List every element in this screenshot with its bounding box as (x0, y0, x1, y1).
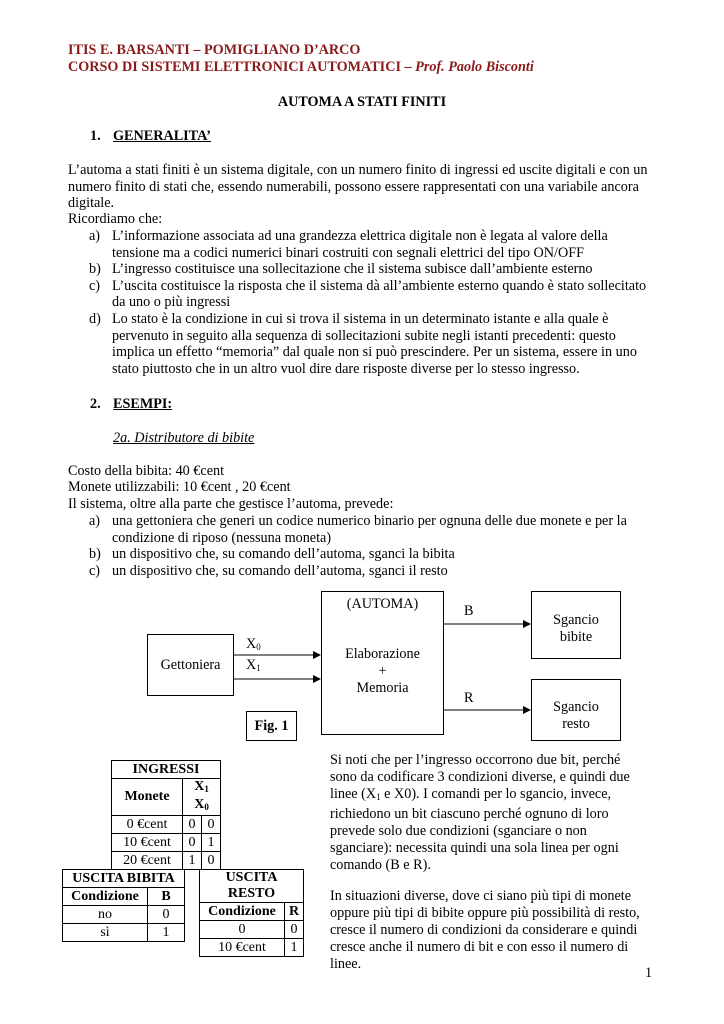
list-item-label: a) (89, 228, 101, 244)
section-1-title: GENERALITA’ (113, 128, 212, 144)
note-paragraph-1 (330, 752, 650, 874)
section-1-intro: L’automa a stati finiti è un sistema digitale, con un numero finito di ingressi ed uscite digitali e con un numero finito di stati che, essendo numerabili, possono essere rappresentati con una variabile ancora digitale. (68, 162, 648, 212)
cell-r: 0 (285, 921, 304, 939)
cell-condizione: sì (63, 924, 148, 942)
x1-label (246, 657, 261, 674)
automa-heading: (AUTOMA) (346, 596, 419, 612)
x0-base: X (246, 636, 257, 652)
page-number: 1 (645, 965, 653, 981)
note-p1-a: Si noti che per l’ingresso occorrono due bit, perché sono da codificare 3 condizioni diverse, e quindi due linee (X (330, 752, 630, 802)
ingressi-title: INGRESSI (112, 761, 221, 779)
cell-monete: 0 €cent (112, 816, 183, 834)
table-row (112, 816, 221, 834)
x0-label (246, 636, 261, 653)
uscita-resto-table (199, 869, 304, 957)
uscita-resto-col-condizione: Condizione (200, 903, 285, 921)
cell-x1: 1 (183, 852, 202, 870)
cell-x0: 0 (202, 816, 221, 834)
figure-caption-box (246, 711, 297, 741)
uscita-bibita-col-b: B (148, 888, 185, 906)
sgancio-resto-block (531, 679, 621, 741)
uscita-bibita-title: USCITA BIBITA (63, 870, 185, 888)
ingressi-col-monete: Monete (112, 779, 183, 816)
list-item-text: L’informazione associata ad una grandezza elettrica digitale non è legata al valore della tensione ma a codici numerici binari costruiti con segnali elettrici del tipo ON/OFF (112, 228, 608, 261)
list-item-text: un dispositivo che, su comando dell’automa, sganci il resto (112, 562, 448, 579)
list-item-label: b) (89, 261, 101, 278)
uscita-resto-title: USCITA RESTO (200, 870, 304, 903)
figure-caption: Fig. 1 (254, 718, 289, 734)
cell-x1: 0 (183, 834, 202, 852)
provides-line: Il sistema, oltre alla parte che gestisce l’automa, prevede: (68, 496, 394, 512)
document-title: AUTOMA A STATI FINITI (277, 94, 447, 110)
col-x1-base: X (194, 779, 205, 794)
ingressi-col-x (183, 779, 221, 816)
gettoniera-block (147, 634, 234, 696)
table-row (63, 906, 185, 924)
list-item-label: a) (89, 513, 101, 529)
x1-sub: 1 (256, 663, 261, 673)
cell-b: 1 (148, 924, 185, 942)
section-1-recall: Ricordiamo che: (68, 211, 163, 227)
section-2-number: 2. (90, 396, 101, 412)
list-item-text: L’ingresso costituisce una sollecitazione che il sistema subisce dall’ambiente esterno (112, 261, 593, 278)
automa-line-2: + (378, 663, 387, 679)
sgancio-bibite-block (531, 591, 621, 659)
uscita-bibita-col-condizione: Condizione (63, 888, 148, 906)
cell-b: 0 (148, 906, 185, 924)
cell-x0: 1 (202, 834, 221, 852)
ingressi-table (111, 760, 221, 870)
list-item-text: Lo stato è la condizione in cui si trova il sistema in un determinato istante e alla quale è pervenuto in seguito alla sequenza di sollecitazioni subite negli istanti precedenti: questo implica un effetto “memoria” dal quale non si può prescindere. Per un sistema, essere in uno stato piuttosto che in un altro vuol dire dare risposte diverse per lo stesso ingresso. (112, 310, 637, 377)
col-x1-sub: 1 (204, 784, 209, 794)
note-p1-b: e X0). I comandi per lo sgancio, invece, richiedono un bit ciascuno perché ognuno di loro prevede solo due condizioni (sganciare o non sganciare): necessita quindi una sola linea per ogni comando (B e R). (330, 786, 619, 873)
sgancio-resto-line-1: Sgancio (553, 699, 599, 715)
cell-monete: 20 €cent (112, 852, 183, 870)
note-p1-sub: 1 (376, 792, 381, 802)
x0-sub: 0 (256, 642, 261, 652)
list-item-text: un dispositivo che, su comando dell’automa, sganci la bibita (112, 546, 455, 563)
sgancio-bibite-line-1: Sgancio (553, 612, 599, 628)
automa-line-1: Elaborazione (345, 646, 420, 662)
cell-x0: 0 (202, 852, 221, 870)
x1-base: X (246, 657, 257, 673)
section-2a-subtitle: 2a. Distributore di bibite (113, 430, 255, 446)
sgancio-resto-line-2: resto (562, 716, 590, 732)
uscita-bibita-table (62, 869, 185, 942)
r-line-label: R (464, 690, 474, 706)
table-row (200, 939, 304, 957)
table-row (63, 924, 185, 942)
section-2-title: ESEMPI: (113, 396, 173, 412)
table-row (112, 852, 221, 870)
cell-x1: 0 (183, 816, 202, 834)
cell-condizione: 0 (200, 921, 285, 939)
uscita-resto-col-r: R (285, 903, 304, 921)
cell-condizione: no (63, 906, 148, 924)
list-item-text: L’uscita costituisce la risposta che il sistema dà all’ambiente esterno quando è stato sollecitato da uno o più ingressi (112, 277, 647, 311)
col-x0-sub: 0 (204, 802, 209, 812)
col-x0-base: X (194, 797, 205, 812)
section-1-number: 1. (90, 128, 101, 144)
sgancio-bibite-line-2: bibite (559, 629, 593, 645)
automa-line-3: Memoria (356, 680, 409, 696)
list-item-label: c) (89, 277, 101, 294)
list-item-label: b) (89, 546, 101, 563)
table-row (200, 921, 304, 939)
coins-line: Monete utilizzabili: 10 €cent , 20 €cent (68, 479, 291, 495)
list-item-text: una gettoniera che generi un codice numerico binario per ognuna delle due monete e per la condizione di riposo (nessuna moneta) (112, 513, 627, 546)
b-line-label: B (464, 603, 474, 619)
cell-r: 1 (285, 939, 304, 957)
header-author: Prof. Paolo Bisconti (415, 59, 534, 75)
gettoniera-label: Gettoniera (160, 657, 221, 673)
cell-condizione: 10 €cent (200, 939, 285, 957)
header-course-main: CORSO DI SISTEMI ELETTRONICI AUTOMATICI – (68, 59, 416, 75)
list-item-label: d) (89, 310, 101, 327)
cell-monete: 10 €cent (112, 834, 183, 852)
list-item-label: c) (89, 562, 101, 579)
header-school: ITIS E. BARSANTI – POMIGLIANO D’ARCO (68, 42, 361, 58)
table-row (112, 834, 221, 852)
cost-line: Costo della bibita: 40 €cent (68, 463, 225, 479)
automa-block (321, 591, 444, 735)
note-paragraph-2: In situazioni diverse, dove ci siano più tipi di monete oppure più tipi di bibite oppure più possibilità di resto, cresce il numero di condizioni da considerare e quindi cresce anche il numero di bit e con esso il numero di linee. (330, 888, 640, 972)
